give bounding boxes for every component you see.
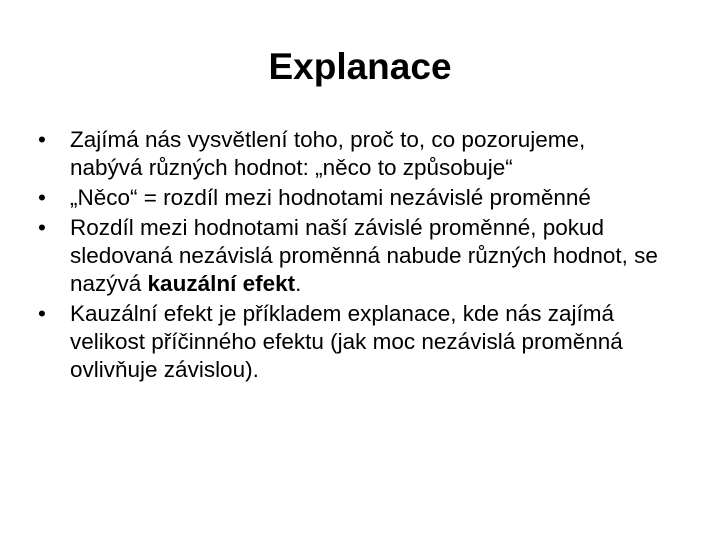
bullet-marker: •: [38, 185, 46, 210]
slide-title: Explanace: [268, 46, 452, 87]
bullet-marker: •: [38, 301, 46, 326]
bullet-item: [38, 126, 658, 182]
bullet-text: Zajímá nás vysvětlení toho, proč to, co pozorujeme, nabývá různých hodnot: „něco to způsobuje“: [70, 127, 586, 180]
bullet-item: [38, 184, 658, 212]
bullet-marker: •: [38, 215, 46, 240]
bullet-list: [38, 126, 658, 386]
bullet-text: „Něco“ = rozdíl mezi hodnotami nezávislé proměnné: [70, 185, 591, 210]
bullet-text: Kauzální efekt je příkladem explanace, kde nás zajímá velikost příčinného efektu (jak moc nezávislá proměnná ovlivňuje závislou).: [70, 301, 623, 382]
bullet-bold-term: kauzální efekt: [147, 271, 296, 296]
bullet-marker: •: [38, 127, 46, 152]
bullet-text-before: Rozdíl mezi hodnotami naší závislé proměnné, pokud sledovaná nezávislá proměnná nabude různých hodnot, se nazývá: [70, 215, 658, 296]
bullet-text-after: .: [295, 271, 302, 296]
bullet-item: [38, 214, 658, 298]
bullet-item: [38, 300, 658, 384]
